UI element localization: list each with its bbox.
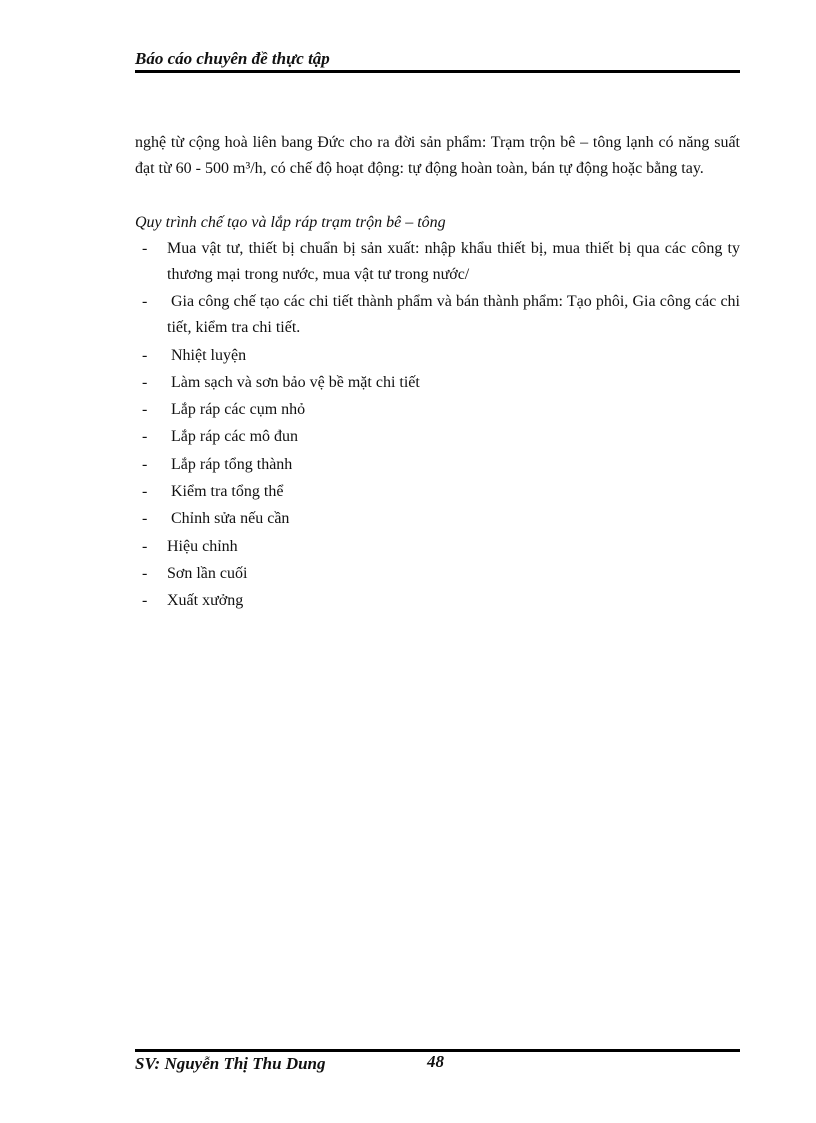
step-text: Chỉnh sửa nếu cần	[171, 510, 290, 528]
header-divider	[135, 70, 740, 73]
step-text: Gia công chế tạo các chi tiết thành phẩm và bán thành phẩm: Tạo phôi, Gia công các chi tiết, kiểm tra chi tiết.	[167, 293, 740, 337]
list-item	[135, 397, 740, 423]
bullet-dash: -	[142, 537, 148, 555]
process-steps-list	[135, 236, 740, 616]
bullet-dash: -	[142, 240, 148, 257]
list-item	[135, 424, 740, 450]
bullet-dash: -	[142, 293, 148, 311]
section-heading: Quy trình chế tạo và lắp ráp trạm trộn bê – tông	[135, 214, 446, 231]
list-item	[135, 534, 740, 560]
bullet-dash: -	[142, 428, 148, 446]
bullet-dash: -	[142, 346, 148, 364]
step-text: Sơn lần cuối	[167, 564, 248, 582]
step-text: Mua vật tư, thiết bị chuẩn bị sản xuất: nhập khẩu thiết bị, mua thiết bị qua các công ty thương mại trong nước, mua vật tư trong nước/	[167, 240, 740, 283]
list-item	[135, 506, 740, 532]
step-text: Lắp ráp các cụm nhỏ	[171, 401, 306, 419]
step-text: Làm sạch và sơn bảo vệ bề mặt chi tiết	[171, 373, 420, 391]
bullet-dash: -	[142, 592, 148, 610]
bullet-dash: -	[142, 510, 148, 528]
step-text: Kiểm tra tổng thể	[171, 483, 284, 501]
footer-student-name: SV: Nguyễn Thị Thu Dung	[135, 1054, 326, 1073]
list-item	[135, 452, 740, 478]
bullet-dash: -	[142, 564, 148, 582]
list-item	[135, 588, 740, 614]
bullet-dash: -	[142, 483, 148, 501]
step-text: Lắp ráp các mô đun	[171, 428, 299, 446]
intro-paragraph: nghệ từ cộng hoà liên bang Đức cho ra đời sản phẩm: Trạm trộn bê – tông lạnh có năng suất đạt từ 60 - 500 m³/h, có chế độ hoạt động: tự động hoàn toàn, bán tự động hoặc bằng tay.	[135, 134, 740, 177]
step-text: Lắp ráp tổng thành	[171, 455, 293, 473]
bullet-dash: -	[142, 455, 148, 473]
step-text: Xuất xưởng	[167, 592, 244, 610]
bullet-dash: -	[142, 401, 148, 419]
report-header-title: Báo cáo chuyên đề thực tập	[135, 49, 330, 68]
list-item	[135, 561, 740, 587]
list-item	[135, 370, 740, 396]
list-item	[135, 479, 740, 505]
step-text: Hiệu chỉnh	[167, 537, 238, 555]
list-item	[135, 289, 740, 341]
bullet-dash: -	[142, 373, 148, 391]
page-number: 48	[427, 1052, 444, 1071]
list-item	[135, 343, 740, 369]
list-item	[135, 236, 740, 288]
step-text: Nhiệt luyện	[171, 346, 247, 364]
